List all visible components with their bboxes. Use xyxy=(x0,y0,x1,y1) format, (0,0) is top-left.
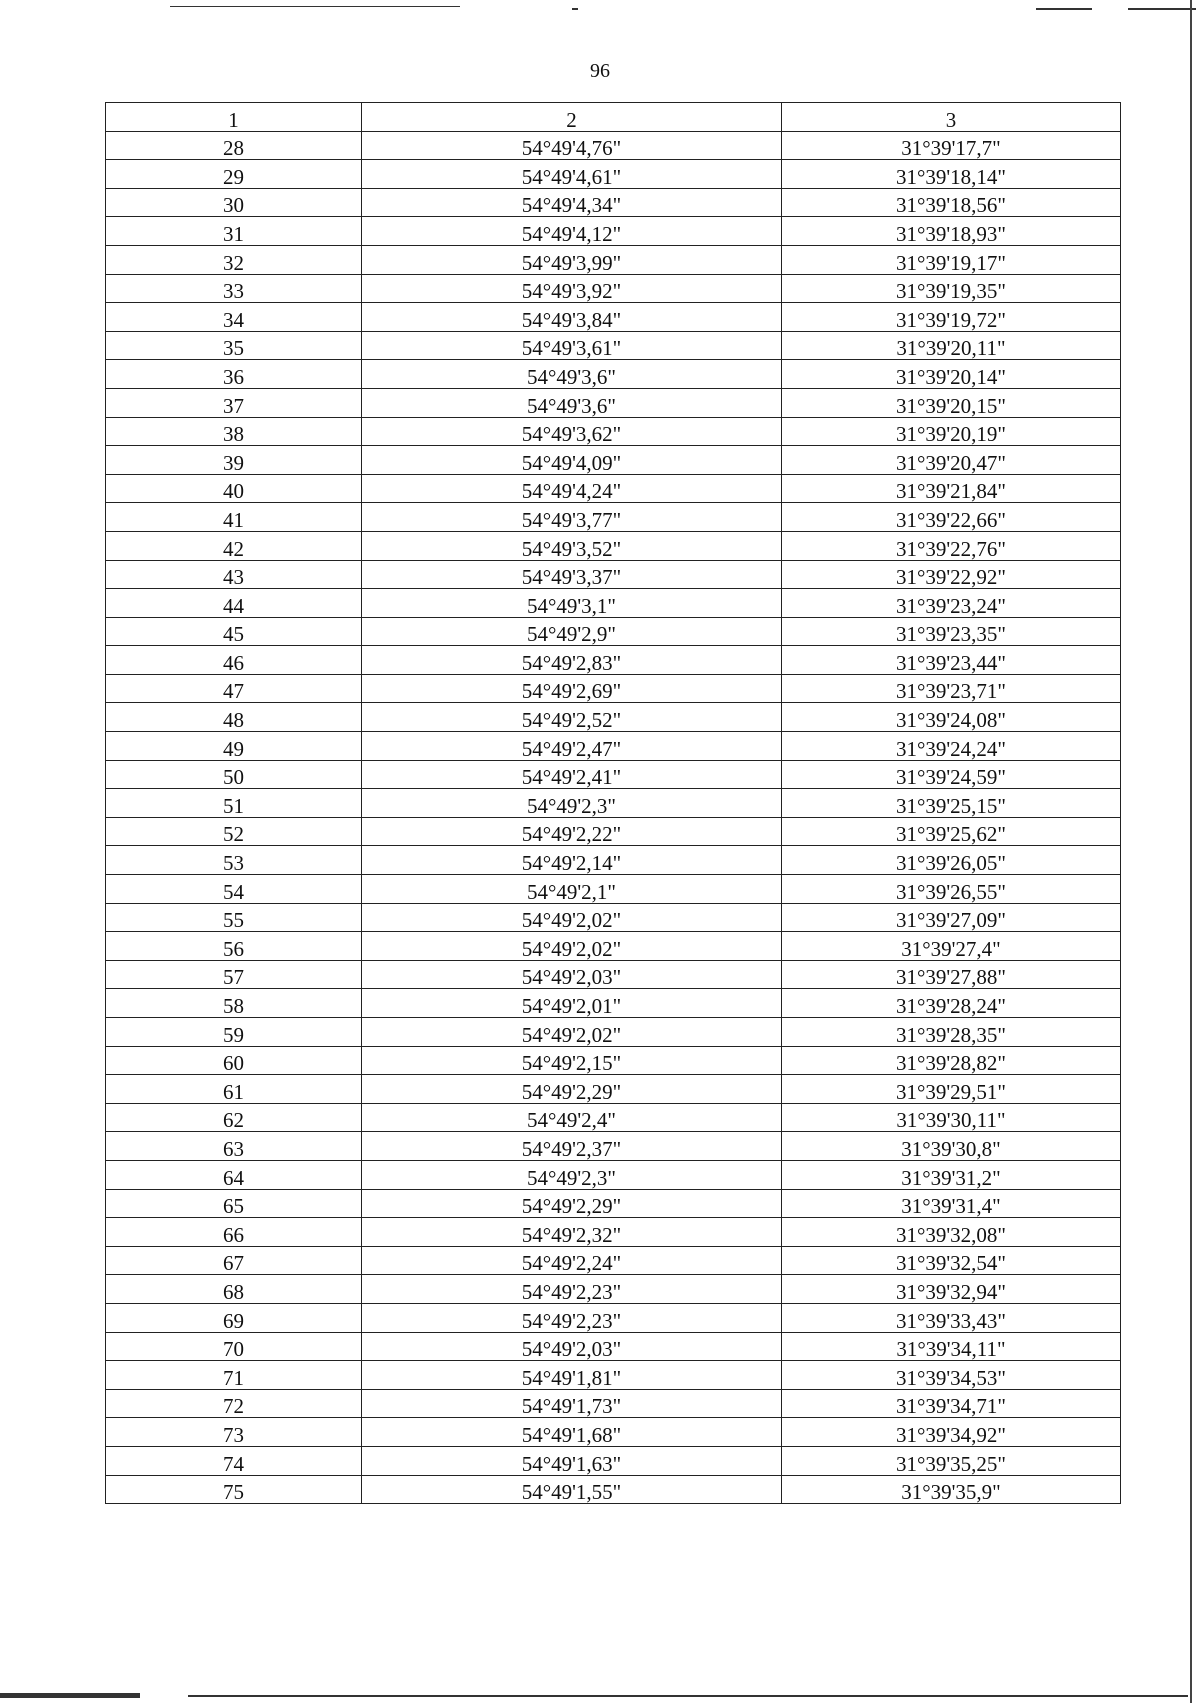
point-number-cell: 28 xyxy=(106,131,362,160)
scan-artifact-top-mark xyxy=(572,8,578,10)
table-row xyxy=(106,560,1121,589)
page-number: 96 xyxy=(590,60,610,82)
latitude-cell: 54°49'4,61" xyxy=(362,160,782,189)
longitude-cell: 31°39'24,59" xyxy=(782,760,1121,789)
latitude-cell: 54°49'2,02" xyxy=(362,903,782,932)
table-row xyxy=(106,303,1121,332)
latitude-cell: 54°49'4,34" xyxy=(362,188,782,217)
latitude-cell: 54°49'1,73" xyxy=(362,1389,782,1418)
latitude-cell: 54°49'2,3" xyxy=(362,789,782,818)
table-row xyxy=(106,960,1121,989)
point-number-cell: 52 xyxy=(106,817,362,846)
table-row xyxy=(106,1303,1121,1332)
table-row xyxy=(106,1160,1121,1189)
latitude-cell: 54°49'3,84" xyxy=(362,303,782,332)
longitude-cell: 31°39'35,25" xyxy=(782,1446,1121,1475)
table-row xyxy=(106,1046,1121,1075)
latitude-cell: 54°49'1,81" xyxy=(362,1361,782,1390)
longitude-cell: 31°39'20,11" xyxy=(782,331,1121,360)
table-row xyxy=(106,646,1121,675)
longitude-cell: 31°39'28,82" xyxy=(782,1046,1121,1075)
latitude-cell: 54°49'1,55" xyxy=(362,1475,782,1504)
table-row xyxy=(106,989,1121,1018)
longitude-cell: 31°39'27,88" xyxy=(782,960,1121,989)
point-number-cell: 71 xyxy=(106,1361,362,1390)
point-number-cell: 63 xyxy=(106,1132,362,1161)
latitude-cell: 54°49'2,3" xyxy=(362,1160,782,1189)
latitude-cell: 54°49'2,02" xyxy=(362,932,782,961)
latitude-cell: 54°49'3,6" xyxy=(362,360,782,389)
table-row xyxy=(106,1275,1121,1304)
point-number-cell: 70 xyxy=(106,1332,362,1361)
latitude-cell: 54°49'2,47" xyxy=(362,732,782,761)
point-number-cell: 72 xyxy=(106,1389,362,1418)
longitude-cell: 31°39'27,09" xyxy=(782,903,1121,932)
longitude-cell: 31°39'34,71" xyxy=(782,1389,1121,1418)
longitude-cell: 31°39'24,24" xyxy=(782,732,1121,761)
scan-artifact-right-edge xyxy=(1190,0,1192,1703)
longitude-cell: 31°39'17,7" xyxy=(782,131,1121,160)
latitude-cell: 54°49'3,6" xyxy=(362,388,782,417)
longitude-cell: 31°39'28,24" xyxy=(782,989,1121,1018)
latitude-cell: 54°49'3,62" xyxy=(362,417,782,446)
latitude-cell: 54°49'4,12" xyxy=(362,217,782,246)
point-number-cell: 48 xyxy=(106,703,362,732)
table-row xyxy=(106,817,1121,846)
point-number-cell: 68 xyxy=(106,1275,362,1304)
latitude-cell: 54°49'2,9" xyxy=(362,617,782,646)
scan-artifact-top-right xyxy=(1036,8,1092,10)
latitude-cell: 54°49'2,14" xyxy=(362,846,782,875)
point-number-cell: 57 xyxy=(106,960,362,989)
table-row xyxy=(106,875,1121,904)
point-number-cell: 36 xyxy=(106,360,362,389)
point-number-cell: 38 xyxy=(106,417,362,446)
latitude-cell: 54°49'2,41" xyxy=(362,760,782,789)
latitude-cell: 54°49'2,01" xyxy=(362,989,782,1018)
point-number-cell: 42 xyxy=(106,531,362,560)
table-row xyxy=(106,474,1121,503)
point-number-cell: 66 xyxy=(106,1218,362,1247)
point-number-cell: 35 xyxy=(106,331,362,360)
latitude-cell: 54°49'2,02" xyxy=(362,1018,782,1047)
latitude-cell: 54°49'2,29" xyxy=(362,1189,782,1218)
scan-artifact-top-left xyxy=(170,6,460,7)
point-number-cell: 34 xyxy=(106,303,362,332)
longitude-cell: 31°39'22,66" xyxy=(782,503,1121,532)
latitude-cell: 54°49'2,23" xyxy=(362,1303,782,1332)
table-row xyxy=(106,503,1121,532)
longitude-cell: 31°39'31,2" xyxy=(782,1160,1121,1189)
scan-artifact-bottom-rule xyxy=(188,1695,1188,1697)
table-row xyxy=(106,617,1121,646)
longitude-cell: 31°39'35,9" xyxy=(782,1475,1121,1504)
table-row xyxy=(106,674,1121,703)
table-row xyxy=(106,1332,1121,1361)
point-number-cell: 67 xyxy=(106,1246,362,1275)
longitude-cell: 31°39'20,15" xyxy=(782,388,1121,417)
longitude-cell: 31°39'30,8" xyxy=(782,1132,1121,1161)
latitude-cell: 54°49'1,68" xyxy=(362,1418,782,1447)
longitude-cell: 31°39'23,71" xyxy=(782,674,1121,703)
longitude-cell: 31°39'34,92" xyxy=(782,1418,1121,1447)
longitude-cell: 31°39'18,93" xyxy=(782,217,1121,246)
latitude-cell: 54°49'3,37" xyxy=(362,560,782,589)
table-row xyxy=(106,188,1121,217)
longitude-cell: 31°39'25,62" xyxy=(782,817,1121,846)
longitude-cell: 31°39'23,35" xyxy=(782,617,1121,646)
point-number-cell: 50 xyxy=(106,760,362,789)
latitude-cell: 54°49'2,52" xyxy=(362,703,782,732)
point-number-cell: 39 xyxy=(106,446,362,475)
latitude-cell: 54°49'3,61" xyxy=(362,331,782,360)
longitude-cell: 31°39'26,55" xyxy=(782,875,1121,904)
table-row xyxy=(106,1418,1121,1447)
latitude-cell: 54°49'3,52" xyxy=(362,531,782,560)
table-row xyxy=(106,131,1121,160)
table-row xyxy=(106,531,1121,560)
coordinates-table xyxy=(105,102,1121,1504)
point-number-cell: 73 xyxy=(106,1418,362,1447)
table-row xyxy=(106,1246,1121,1275)
longitude-cell: 31°39'34,53" xyxy=(782,1361,1121,1390)
longitude-cell: 31°39'25,15" xyxy=(782,789,1121,818)
latitude-cell: 54°49'2,32" xyxy=(362,1218,782,1247)
latitude-cell: 54°49'4,76" xyxy=(362,131,782,160)
table-row xyxy=(106,217,1121,246)
point-number-cell: 69 xyxy=(106,1303,362,1332)
point-number-cell: 56 xyxy=(106,932,362,961)
longitude-cell: 31°39'27,4" xyxy=(782,932,1121,961)
latitude-cell: 54°49'2,03" xyxy=(362,1332,782,1361)
table-row xyxy=(106,1446,1121,1475)
point-number-cell: 51 xyxy=(106,789,362,818)
table-row xyxy=(106,1018,1121,1047)
point-number-cell: 61 xyxy=(106,1075,362,1104)
longitude-cell: 31°39'28,35" xyxy=(782,1018,1121,1047)
longitude-cell: 31°39'18,14" xyxy=(782,160,1121,189)
latitude-cell: 54°49'2,4" xyxy=(362,1103,782,1132)
longitude-cell: 31°39'20,14" xyxy=(782,360,1121,389)
point-number-cell: 46 xyxy=(106,646,362,675)
point-number-cell: 31 xyxy=(106,217,362,246)
point-number-cell: 33 xyxy=(106,274,362,303)
latitude-cell: 54°49'2,69" xyxy=(362,674,782,703)
latitude-cell: 54°49'2,1" xyxy=(362,875,782,904)
table-header-row xyxy=(106,103,1121,132)
point-number-cell: 41 xyxy=(106,503,362,532)
table-row xyxy=(106,360,1121,389)
latitude-cell: 54°49'2,37" xyxy=(362,1132,782,1161)
longitude-cell: 31°39'22,92" xyxy=(782,560,1121,589)
longitude-cell: 31°39'23,44" xyxy=(782,646,1121,675)
latitude-cell: 54°49'3,77" xyxy=(362,503,782,532)
point-number-cell: 58 xyxy=(106,989,362,1018)
point-number-cell: 37 xyxy=(106,388,362,417)
latitude-cell: 54°49'2,29" xyxy=(362,1075,782,1104)
table-row xyxy=(106,331,1121,360)
table-row xyxy=(106,1132,1121,1161)
table-row xyxy=(106,1189,1121,1218)
table-row xyxy=(106,417,1121,446)
table-row xyxy=(106,1361,1121,1390)
longitude-cell: 31°39'26,05" xyxy=(782,846,1121,875)
longitude-cell: 31°39'19,17" xyxy=(782,245,1121,274)
latitude-cell: 54°49'3,1" xyxy=(362,589,782,618)
longitude-cell: 31°39'32,08" xyxy=(782,1218,1121,1247)
point-number-cell: 59 xyxy=(106,1018,362,1047)
point-number-cell: 62 xyxy=(106,1103,362,1132)
point-number-cell: 53 xyxy=(106,846,362,875)
table-row xyxy=(106,703,1121,732)
point-number-cell: 30 xyxy=(106,188,362,217)
longitude-cell: 31°39'23,24" xyxy=(782,589,1121,618)
latitude-cell: 54°49'2,83" xyxy=(362,646,782,675)
point-number-cell: 47 xyxy=(106,674,362,703)
table-row xyxy=(106,245,1121,274)
longitude-cell: 31°39'19,35" xyxy=(782,274,1121,303)
point-number-cell: 64 xyxy=(106,1160,362,1189)
longitude-cell: 31°39'34,11" xyxy=(782,1332,1121,1361)
table-row xyxy=(106,1475,1121,1504)
header-cell-1: 1 xyxy=(106,103,362,132)
latitude-cell: 54°49'2,24" xyxy=(362,1246,782,1275)
latitude-cell: 54°49'2,15" xyxy=(362,1046,782,1075)
point-number-cell: 75 xyxy=(106,1475,362,1504)
table-row xyxy=(106,274,1121,303)
table-row xyxy=(106,1075,1121,1104)
latitude-cell: 54°49'2,03" xyxy=(362,960,782,989)
latitude-cell: 54°49'3,99" xyxy=(362,245,782,274)
table-row xyxy=(106,846,1121,875)
point-number-cell: 32 xyxy=(106,245,362,274)
table-row xyxy=(106,1218,1121,1247)
longitude-cell: 31°39'24,08" xyxy=(782,703,1121,732)
point-number-cell: 54 xyxy=(106,875,362,904)
point-number-cell: 43 xyxy=(106,560,362,589)
longitude-cell: 31°39'20,19" xyxy=(782,417,1121,446)
point-number-cell: 65 xyxy=(106,1189,362,1218)
point-number-cell: 29 xyxy=(106,160,362,189)
latitude-cell: 54°49'2,23" xyxy=(362,1275,782,1304)
table-row xyxy=(106,160,1121,189)
table-row xyxy=(106,1389,1121,1418)
point-number-cell: 45 xyxy=(106,617,362,646)
point-number-cell: 55 xyxy=(106,903,362,932)
table-row xyxy=(106,903,1121,932)
longitude-cell: 31°39'20,47" xyxy=(782,446,1121,475)
longitude-cell: 31°39'29,51" xyxy=(782,1075,1121,1104)
point-number-cell: 44 xyxy=(106,589,362,618)
latitude-cell: 54°49'4,24" xyxy=(362,474,782,503)
header-cell-3: 3 xyxy=(782,103,1121,132)
latitude-cell: 54°49'3,92" xyxy=(362,274,782,303)
point-number-cell: 74 xyxy=(106,1446,362,1475)
longitude-cell: 31°39'19,72" xyxy=(782,303,1121,332)
table-row xyxy=(106,446,1121,475)
table-row xyxy=(106,760,1121,789)
point-number-cell: 60 xyxy=(106,1046,362,1075)
table-row xyxy=(106,732,1121,761)
table-body xyxy=(106,103,1121,1504)
longitude-cell: 31°39'30,11" xyxy=(782,1103,1121,1132)
point-number-cell: 40 xyxy=(106,474,362,503)
longitude-cell: 31°39'32,94" xyxy=(782,1275,1121,1304)
longitude-cell: 31°39'22,76" xyxy=(782,531,1121,560)
latitude-cell: 54°49'4,09" xyxy=(362,446,782,475)
scan-artifact-top-right-2 xyxy=(1128,8,1196,10)
latitude-cell: 54°49'2,22" xyxy=(362,817,782,846)
longitude-cell: 31°39'32,54" xyxy=(782,1246,1121,1275)
latitude-cell: 54°49'1,63" xyxy=(362,1446,782,1475)
header-cell-2: 2 xyxy=(362,103,782,132)
table-row xyxy=(106,789,1121,818)
longitude-cell: 31°39'18,56" xyxy=(782,188,1121,217)
longitude-cell: 31°39'21,84" xyxy=(782,474,1121,503)
table-row xyxy=(106,388,1121,417)
longitude-cell: 31°39'33,43" xyxy=(782,1303,1121,1332)
longitude-cell: 31°39'31,4" xyxy=(782,1189,1121,1218)
point-number-cell: 49 xyxy=(106,732,362,761)
table-row xyxy=(106,932,1121,961)
scan-artifact-bottom-left xyxy=(0,1693,140,1698)
table-row xyxy=(106,589,1121,618)
table-row xyxy=(106,1103,1121,1132)
